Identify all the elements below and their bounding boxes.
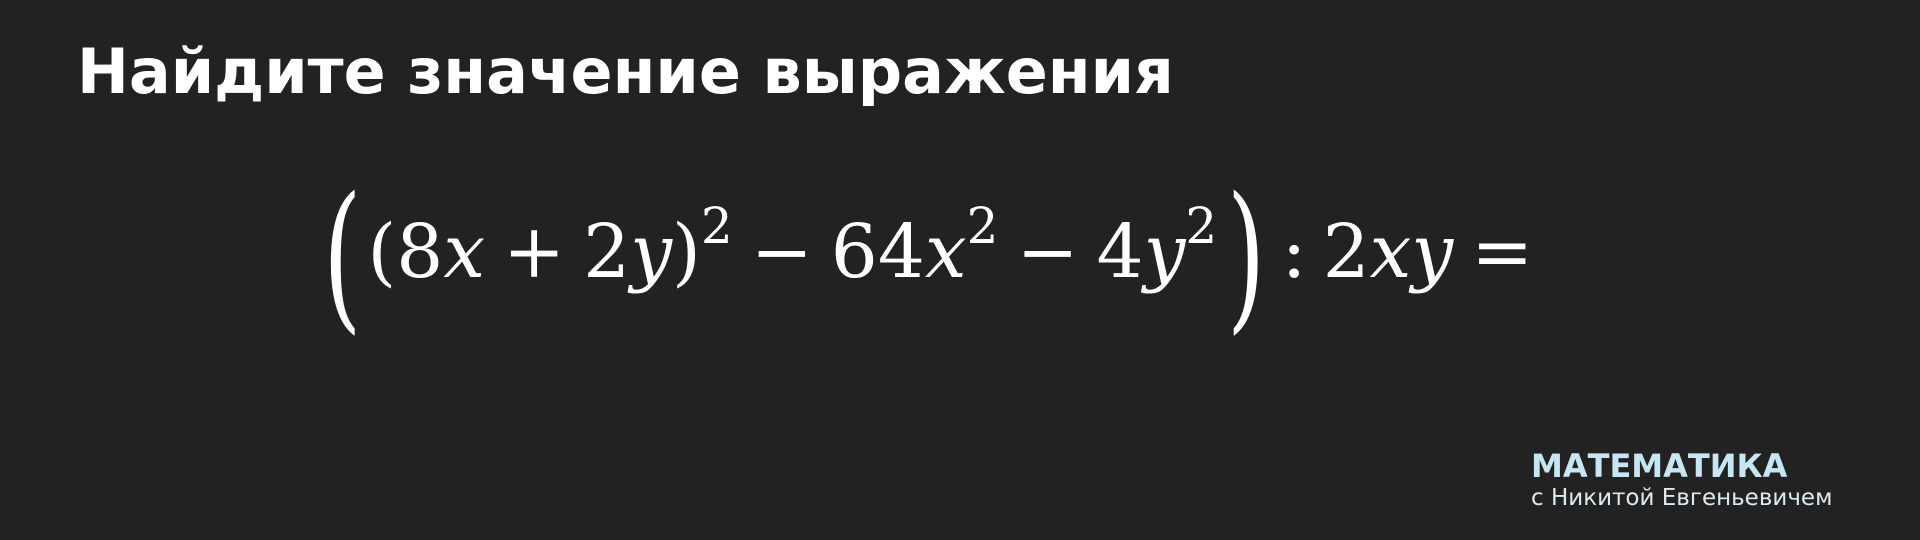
inner-close-paren: ) [672,209,701,295]
task-title: Найдите значение выражения [77,35,1174,108]
brand-name: МАТЕМАТИКА [1531,447,1788,485]
var-x: x [443,209,486,295]
term-64: 64 [830,209,925,295]
equals-sign: = [1471,209,1534,295]
outer-close-paren: ) [1226,162,1266,349]
var-y: y [1143,209,1186,295]
var-y: y [1411,209,1454,295]
exponent-2: 2 [1185,197,1218,255]
outer-open-paren: ( [323,162,362,349]
var-y: y [630,209,673,295]
term-2: 2 [583,209,631,295]
plus-sign: + [503,209,566,295]
var-x: x [924,209,967,295]
var-x: x [1369,209,1412,295]
inner-open-paren: ( [367,209,397,295]
brand-subtitle: с Никитой Евгеньевичем [1531,484,1833,511]
term-8: 8 [396,209,444,295]
divisor-2: 2 [1322,209,1370,295]
term-4: 4 [1096,209,1144,295]
brand-logo [1531,447,1833,511]
minus-sign: − [1016,209,1079,295]
math-expression [323,162,1551,349]
exponent-2: 2 [700,197,733,255]
division-colon: : [1281,209,1307,295]
exponent-2: 2 [966,197,999,255]
minus-sign: − [750,209,813,295]
